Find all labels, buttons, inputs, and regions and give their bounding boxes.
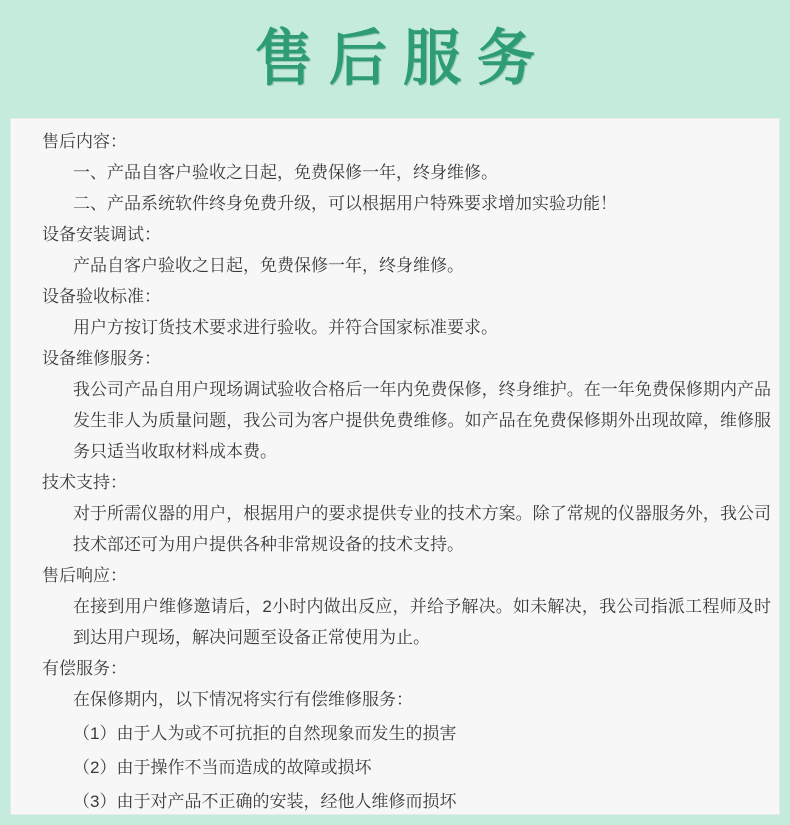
section-paragraph: 在保修期内，以下情况将实行有偿维修服务： (73, 690, 413, 709)
section-heading: 售后内容： (42, 132, 127, 151)
section-paid-service (11, 653, 779, 815)
section-heading: 售后响应： (42, 566, 127, 585)
page-title: 售后服务 (254, 24, 551, 93)
section-heading: 设备维修服务： (42, 349, 161, 368)
section-paragraph: 对于所需仪器的用户，根据用户的要求提供专业的技术方案。除了常规的仪器服务外，我公司技术部还可为用户提供各种非常规设备的技术支持。 (73, 504, 771, 554)
section-technical-support (11, 467, 779, 560)
section-paragraph: 用户方按订货技术要求进行验收。并符合国家标准要求。 (73, 318, 498, 337)
section-installation-debugging (11, 219, 779, 281)
section-paragraph: 二、产品系统软件终身免费升级，可以根据用户特殊要求增加实验功能！ (73, 194, 617, 213)
section-paragraph: 产品自客户验收之日起，免费保修一年，终身维修。 (73, 256, 464, 275)
paid-service-item-3: （3）由于对产品不正确的安装，经他人维修而损坏 (73, 792, 457, 811)
paid-service-item-2: （2）由于操作不当而造成的故障或损坏 (73, 758, 372, 777)
section-after-sales-response (11, 560, 779, 653)
section-heading: 设备安装调试： (42, 225, 161, 244)
section-maintenance-service (11, 343, 779, 467)
section-acceptance-standard (11, 281, 779, 343)
section-heading: 设备验收标准： (42, 287, 161, 306)
banner (0, 0, 790, 118)
section-paragraph: 在接到用户维修邀请后，2小时内做出反应，并给予解决。如未解决，我公司指派工程师及时到达用户现场，解决问题至设备正常使用为止。 (73, 597, 771, 647)
paid-service-item-1: （1）由于人为或不可抗拒的自然现象而发生的损害 (73, 724, 457, 743)
section-after-sales-content (11, 126, 779, 219)
section-paragraph: 一、产品自客户验收之日起，免费保修一年，终身维修。 (73, 163, 498, 182)
section-paragraph: 我公司产品自用户现场调试验收合格后一年内免费保修，终身维护。在一年免费保修期内产品发生非人为质量问题，我公司为客户提供免费维修。如产品在免费保修期外出现故障，维修服务只适当收取材料成本费。 (73, 380, 771, 461)
section-heading: 技术支持： (42, 473, 127, 492)
content-box (10, 118, 780, 815)
section-heading: 有偿服务： (42, 659, 127, 678)
